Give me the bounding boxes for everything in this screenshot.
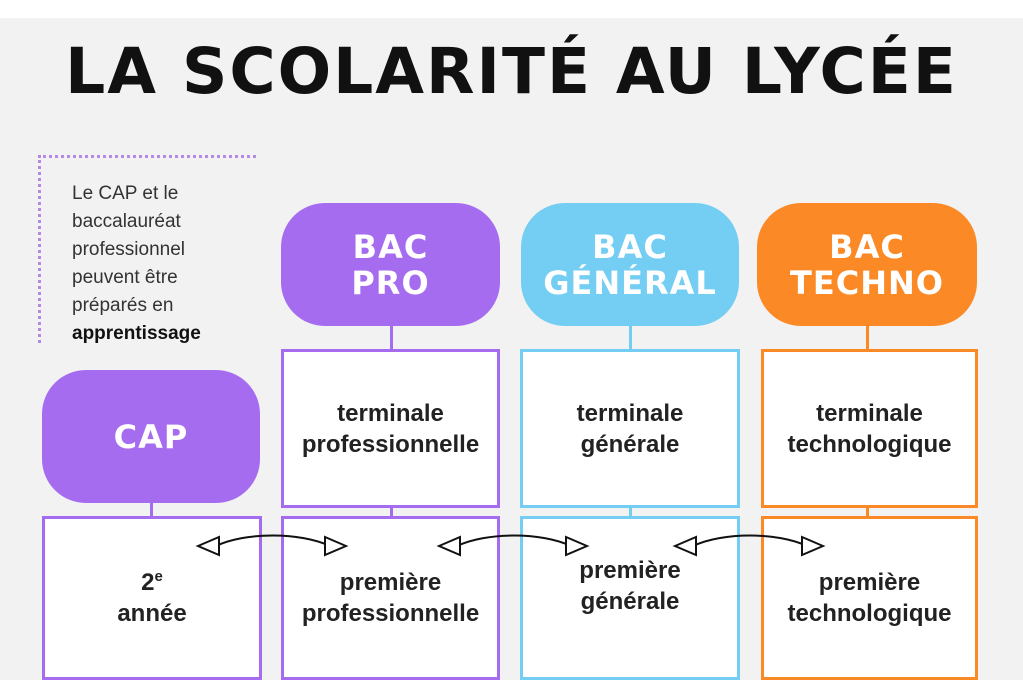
apprentissage-note bbox=[72, 180, 247, 348]
bac-techno-terminale-box bbox=[761, 349, 978, 508]
bac-general-pill-line1: BAC bbox=[592, 227, 668, 266]
bac-techno-premiere-box bbox=[761, 516, 978, 680]
cap-pill-label: CAP bbox=[113, 417, 189, 456]
page-title: LA SCOLARITÉ AU LYCÉE bbox=[65, 35, 958, 108]
bac-techno-terminale-line2: technologique bbox=[787, 430, 952, 458]
note-text: Le CAP et le baccalauréat professionnel peuvent être préparés en bbox=[72, 183, 186, 316]
bac-pro-premiere-box bbox=[281, 516, 500, 680]
bac-pro-terminale-line1: terminale bbox=[337, 399, 444, 427]
bac-techno-terminale-line1: terminale bbox=[816, 399, 923, 427]
bac-general-stem-1 bbox=[629, 326, 632, 350]
bac-general-premiere-line1: première bbox=[579, 557, 681, 584]
bac-general-premiere-box bbox=[520, 516, 740, 680]
bac-pro-pill-line1: BAC bbox=[352, 227, 429, 266]
note-bold-text: apprentissage bbox=[72, 323, 201, 344]
bac-techno-pill bbox=[757, 203, 977, 326]
bac-pro-pill-line2: PRO bbox=[351, 263, 430, 302]
bac-general-premiere-line2: générale bbox=[580, 588, 680, 615]
cap-year2-number: 2e bbox=[141, 568, 163, 596]
bac-general-pill bbox=[521, 203, 739, 326]
cap-year2-label bbox=[117, 567, 186, 629]
bac-pro-terminale-box bbox=[281, 349, 500, 508]
cap-year2-box bbox=[42, 516, 262, 680]
bac-pro-stem-1 bbox=[390, 326, 393, 350]
bac-pro-terminale-line2: professionnelle bbox=[301, 430, 480, 458]
bac-techno-pill-line1: BAC bbox=[829, 227, 905, 266]
bac-general-terminale-line2: générale bbox=[580, 430, 680, 458]
bac-techno-stem-1 bbox=[866, 326, 869, 350]
bac-general-pill-line2: GÉNÉRAL bbox=[543, 263, 717, 302]
cap-stem-1 bbox=[150, 503, 153, 517]
cap-year2-word: année bbox=[117, 600, 187, 627]
bac-techno-premiere-line2: technologique bbox=[787, 600, 952, 627]
bac-pro-premiere-line2: professionnelle bbox=[301, 600, 480, 627]
bac-techno-premiere-line1: première bbox=[818, 569, 921, 596]
cap-pill bbox=[42, 370, 260, 503]
bac-general-terminale-box bbox=[520, 349, 740, 508]
bac-general-terminale-line1: terminale bbox=[576, 399, 684, 427]
bac-pro-pill bbox=[281, 203, 500, 326]
bac-pro-premiere-line1: première bbox=[339, 569, 442, 596]
bac-techno-pill-line2: TECHNO bbox=[790, 263, 944, 302]
